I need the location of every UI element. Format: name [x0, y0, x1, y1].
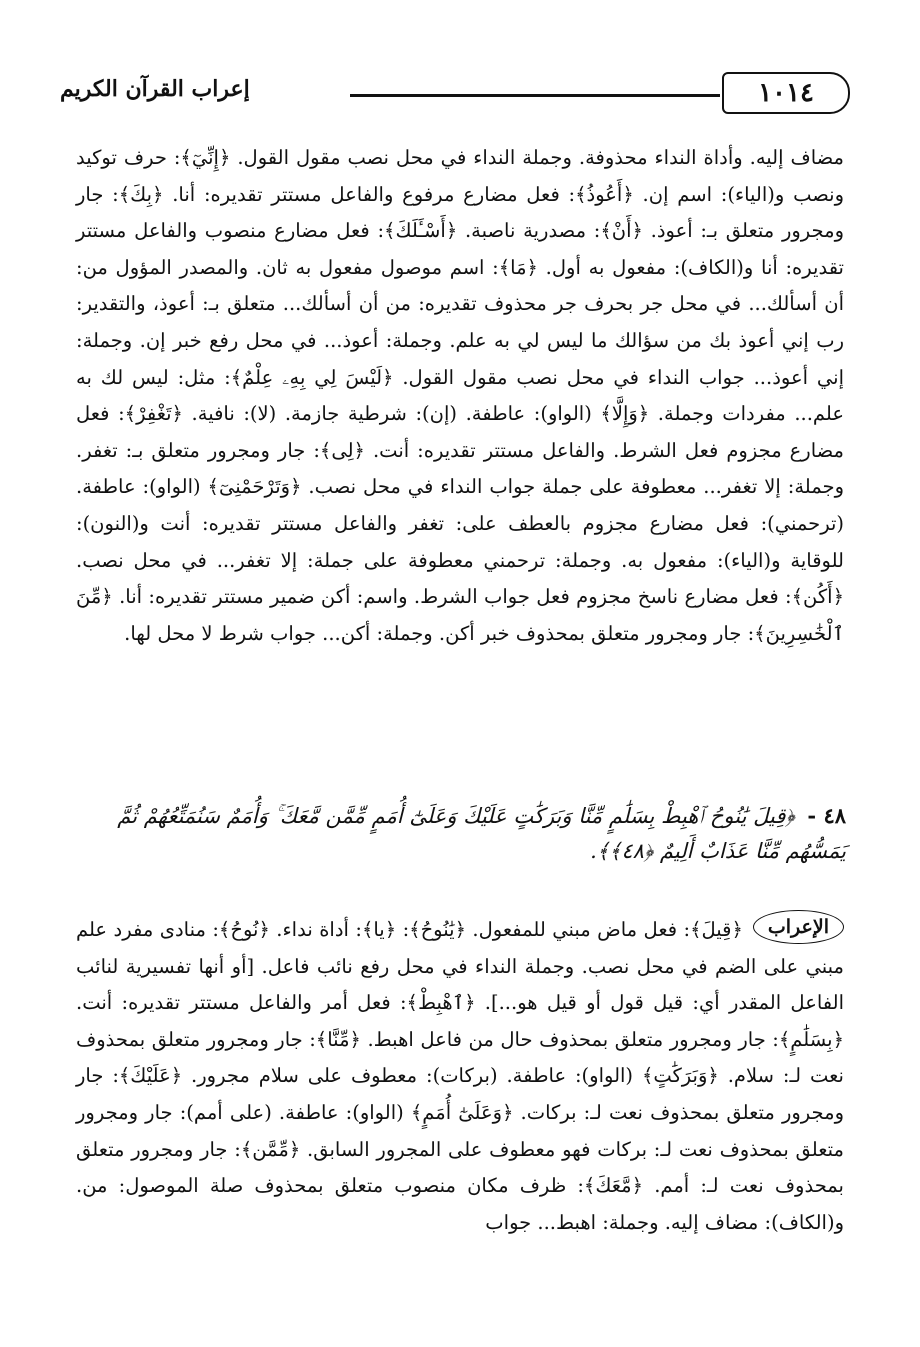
quran-verse	[60, 798, 846, 888]
page-header	[60, 72, 850, 116]
book-title: إعراب القرآن الكريم	[60, 76, 250, 102]
header-rule	[350, 94, 720, 97]
irab-section	[76, 912, 844, 1302]
verse-number: ٤٨ -	[807, 803, 846, 828]
grammar-commentary-top: مضاف إليه. وأداة النداء محذوفة. وجملة النداء في محل نصب مقول القول. ﴿إِنِّيٓ﴾: حرف توكيد ونصب و(الياء): اسم إن. ﴿أَعُوذُ﴾: فعل مضارع مرفوع والفاعل مستتر تقديره: أنا. ﴿بِكَ﴾: جار ومجرور متعلق بـ: أعوذ. ﴿أَنْ﴾: مصدرية ناصبة. ﴿أَسْـَٔلَكَ﴾: فعل مضارع منصوب والفاعل مستتر تقديره: أنا و(الكاف): مفعول به أول. ﴿مَا﴾: اسم موصول مفعول به ثان. والمصدر المؤول من: أن أسألك... في محل جر بحرف جر محذوف تقديره: من أن أسألك... متعلق بـ: أعوذ، والتقدير: رب إني أعوذ بك من سؤالك ما ليس لي به علم. وجملة: أعوذ... في محل رفع خبر إن. وجملة: إني أعوذ... جواب النداء في محل نصب مقول القول. ﴿لَيْسَ لِي بِهِۦ عِلْمٌ﴾: مثل: ليس لك به علم... مفردات وجملة. ﴿وَإِلَّا﴾ (الواو): عاطفة. (إن): شرطية جازمة. (لا): نافية. ﴿تَغْفِرْ﴾: فعل مضارع مجزوم فعل الشرط. والفاعل مستتر تقديره: أنت. ﴿لِى﴾: جار ومجرور متعلق بـ: تغفر. وجملة: إلا تغفر... معطوفة على جملة جواب النداء في محل نصب. ﴿وَتَرْحَمْنِىٓ﴾ (الواو): عاطفة. (ترحمني): فعل مضارع مجزوم بالعطف على: تغفر والفاعل مستتر تقديره: أنت و(النون): للوقاية و(الياء): مفعول به. وجملة: ترحمني معطوفة على جملة: إلا تغفر... في محل نصب. ﴿أَكُن﴾: فعل مضارع ناسخ مجزوم فعل جواب الشرط. واسم: أكن ضمير مستتر تقديره: أنا. ﴿مِّنَ ٱلْخَٰسِرِينَ﴾: جار ومجرور متعلق بمحذوف خبر أكن. وجملة: أكن... جواب شرط لا محل لها.	[76, 146, 844, 645]
verse-text: ﴿قِيلَ يَٰنُوحُ ٱهْبِطْ بِسَلَٰمٍ مِّنَّا وَبَرَكَٰتٍ عَلَيْكَ وَعَلَىٰٓ أُمَمٍ مِّمَّن مَّعَكَ ۚ وَأُمَمٌ سَنُمَتِّعُهُمْ ثُمَّ يَمَسُّهُم مِّنَّا عَذَابٌ أَلِيمٌ ﴿٤٨﴾﴾.	[117, 804, 846, 863]
irab-label: الإعراب	[753, 910, 844, 944]
irab-text: ﴿قِيلَ﴾: فعل ماض مبني للمفعول. ﴿يَٰنُوحُ﴾: ﴿يا﴾: أداة نداء. ﴿نُوحُ﴾: منادى مفرد علم مبني على الضم في محل نصب. وجملة النداء في محل رفع نائب فاعل. [أو أنها تفسيرية لنائب الفاعل المقدر أي: قيل قول أو قيل هو...]. ﴿ٱهْبِطْ﴾: فعل أمر والفاعل مستتر تقديره: أنت. ﴿بِسَلَٰمٍ﴾: جار ومجرور متعلق بمحذوف حال من فاعل اهبط. ﴿مِّنَّا﴾: جار ومجرور متعلق بمحذوف نعت لـ: سلام. ﴿وَبَرَكَٰتٍ﴾ (الواو): عاطفة. (بركات): معطوف على سلام مجرور. ﴿عَلَيْكَ﴾: جار ومجرور متعلق بمحذوف نعت لـ: بركات. ﴿وَعَلَىٰٓ أُمَمٍ﴾ (الواو): عاطفة. (على أمم): جار ومجرور متعلق بمحذوف نعت لـ: بركات فهو معطوف على المجرور السابق. ﴿مِّمَّن﴾: جار ومجرور متعلق بمحذوف نعت لـ: أمم. ﴿مَّعَكَ﴾: ظرف مكان منصوب متعلق بمحذوف صلة الموصول: من. و(الكاف): مضاف إليه. وجملة: اهبط... جواب	[76, 918, 844, 1234]
page-number: ١٠١٤	[722, 72, 850, 114]
